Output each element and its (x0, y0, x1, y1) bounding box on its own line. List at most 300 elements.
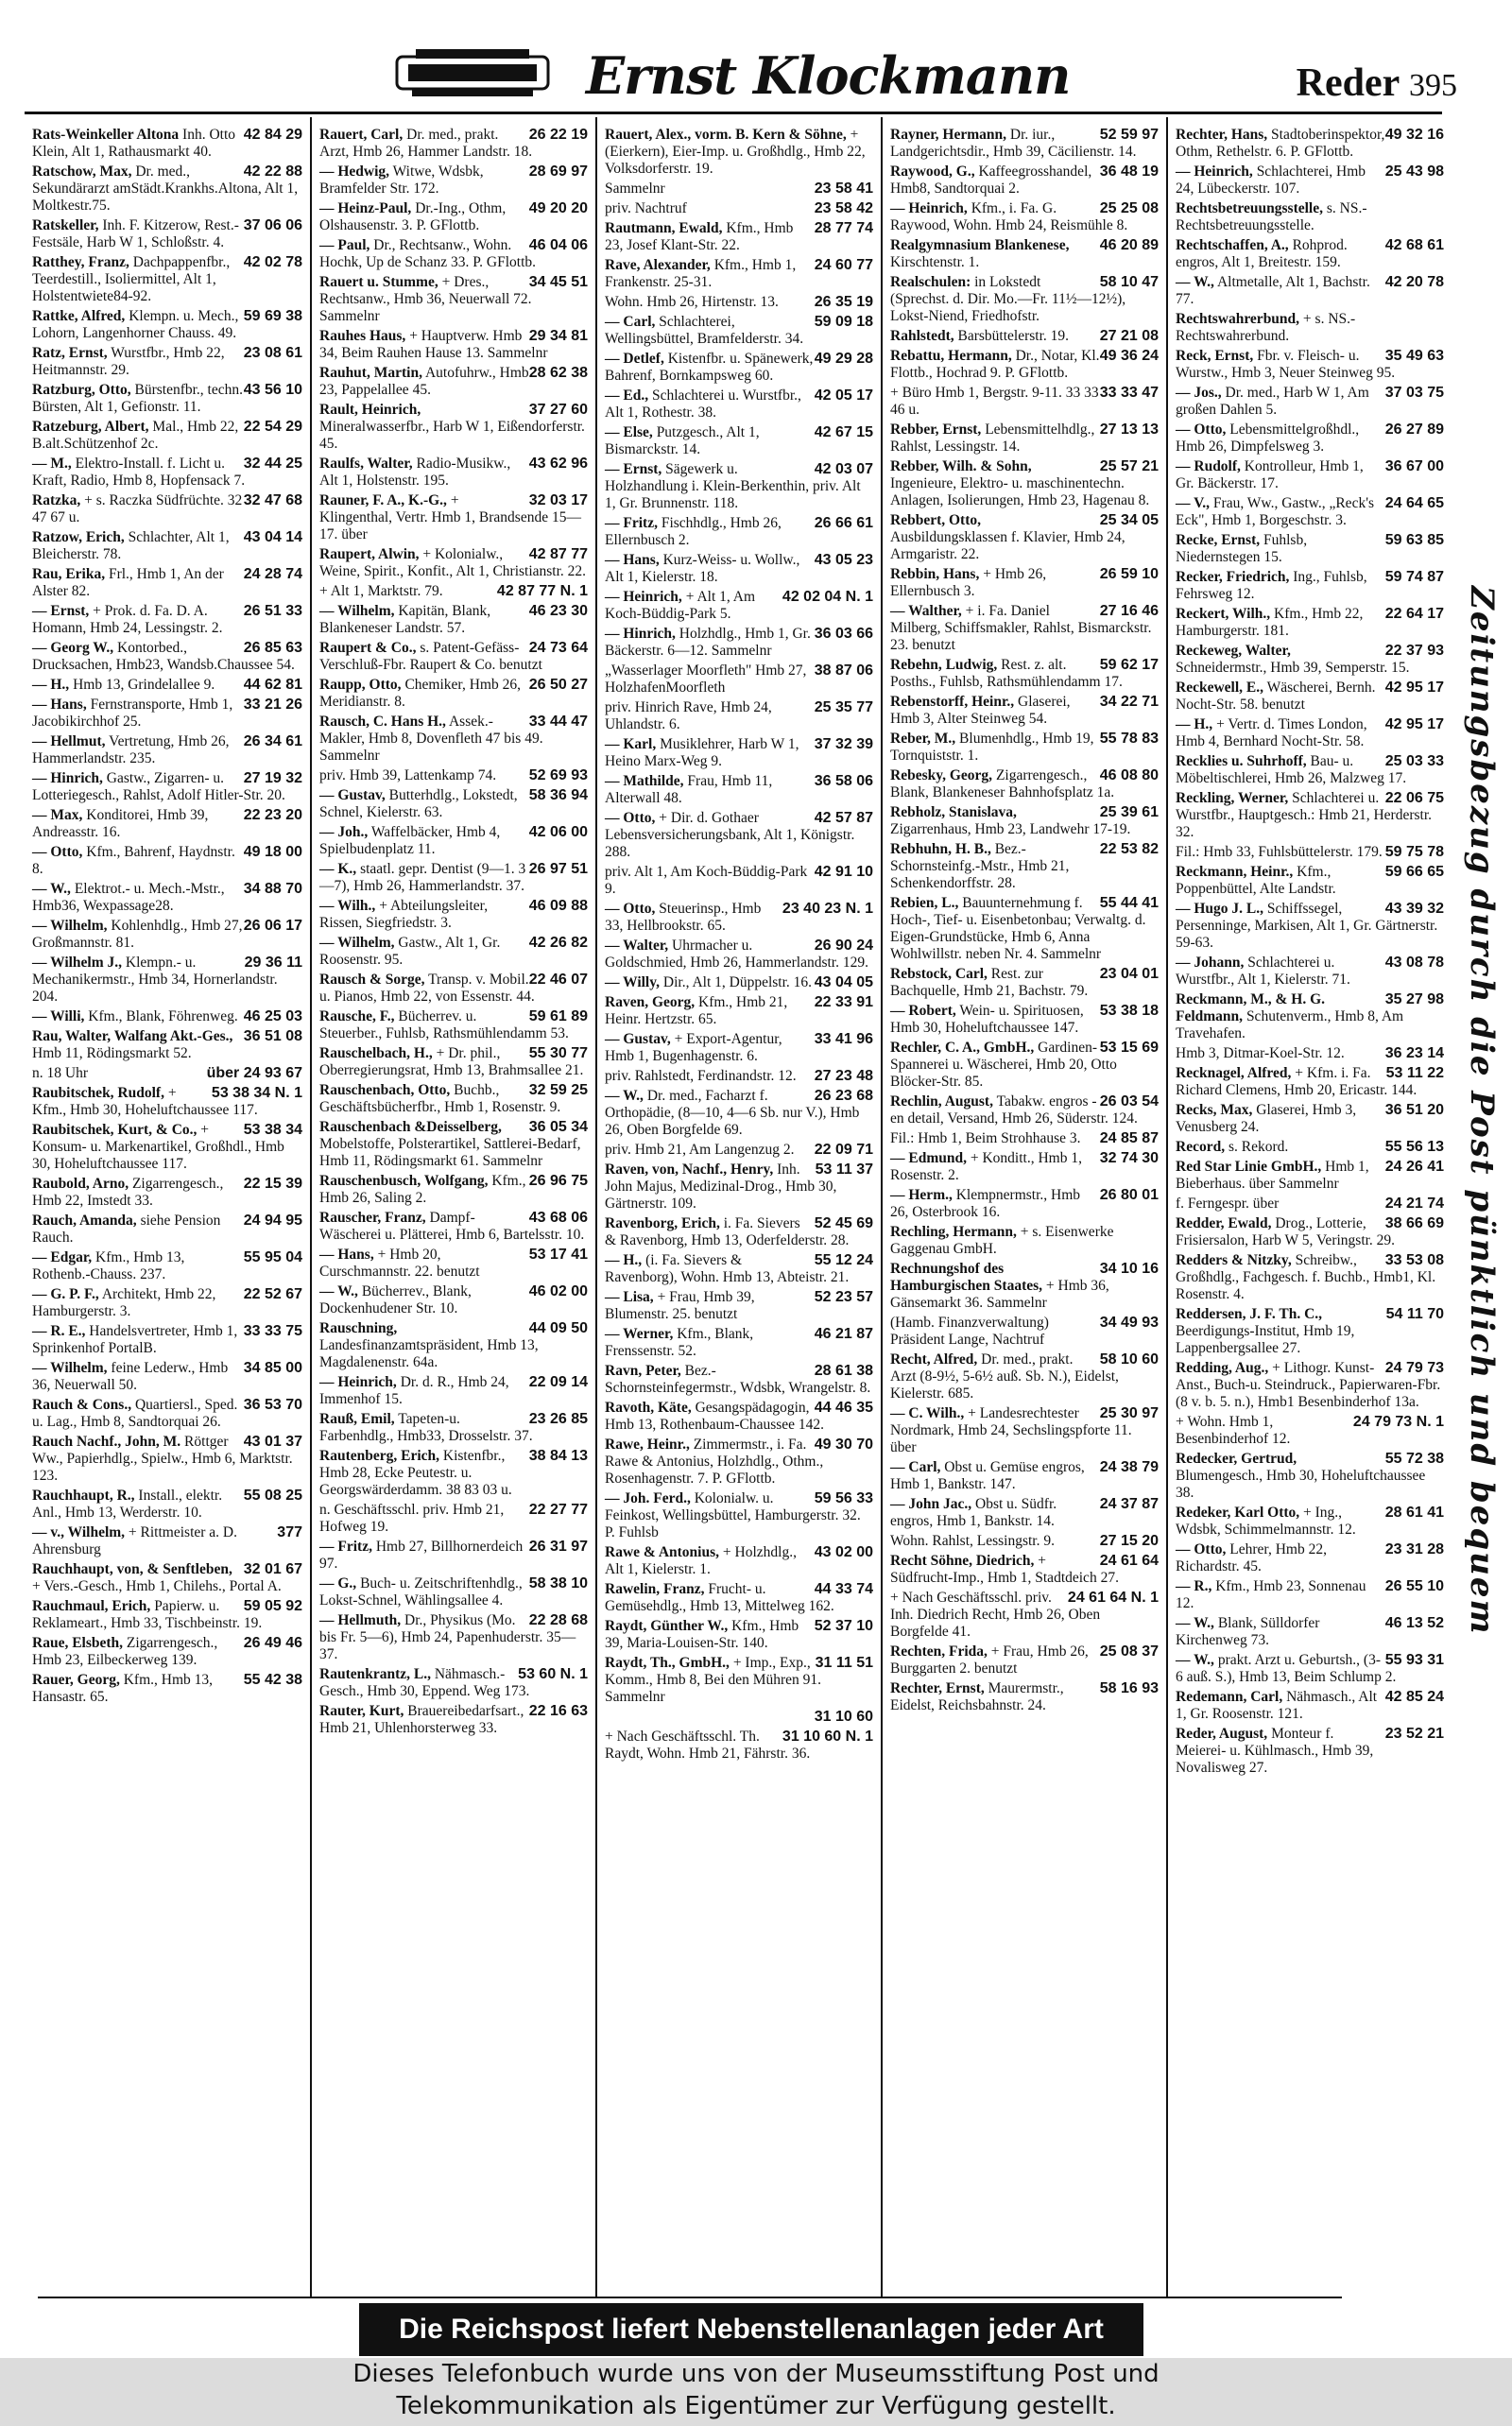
entry-name: Rebesky, Georg, (890, 767, 993, 783)
entry-name: Ratskeller, (32, 217, 99, 233)
entry-name: — Ed., (605, 387, 649, 404)
directory-entry (319, 1210, 588, 1244)
phone-number: 43 68 06 (528, 1210, 588, 1226)
entry-details: Schlachterei u. Wurstfbr., Alt 1, Rothestr. 38. (605, 387, 801, 421)
entry-details: Kolonialw. u. Feinkost, Wellingsbüttel, Hamburgerstr. 32. P. Fuhlsb (605, 1490, 861, 1540)
entry-details: (i. Fa. Sievers & Ravenborg), Wohn. Hmb 13, Abteistr. 21. (605, 1252, 850, 1285)
directory-entry (605, 974, 873, 991)
phone-number: 34 22 71 (1099, 694, 1159, 710)
entry-details: Uhrmacher u. Goldschmied, Hmb 26, Hammerlandstr. 129. (605, 938, 868, 971)
directory-entry (890, 1643, 1159, 1678)
entry-details: Hmb 1, Bieberhaus. über Sammelnr (1176, 1159, 1369, 1192)
entry-details: + Frau, Hmb 39, Blumenstr. 25. benutzt (605, 1289, 755, 1322)
phone-number: 23 04 01 (1099, 966, 1159, 982)
entry-name: Rauchmaul, Erich, (32, 1598, 151, 1614)
directory-entry (605, 200, 873, 217)
entry-name: Ratzow, Erich, (32, 529, 125, 545)
directory-entry (32, 419, 302, 453)
phone-number: 46 23 30 (528, 603, 588, 619)
entry-details: + Prok. d. Fa. D. A. Homann, Hmb 24, Lessingstr. 2. (32, 603, 223, 636)
phone-number: 53 38 34 N. 1 (211, 1085, 302, 1101)
directory-entry (605, 294, 873, 311)
entry-details: Chemiker, Hmb 26, Meridianstr. 8. (319, 677, 521, 710)
entry-name: Raupert, Alwin, (319, 546, 420, 562)
entry-details: Gastw., Zigarren- u. Lotteriegesch., Rahlst, Adolf Hitler-Str. 20. (32, 770, 285, 803)
entry-name: — Wilhelm, (32, 1360, 108, 1376)
entry-details: priv. Hinrich Rave, Hmb 24, Uhlandstr. 6. (605, 699, 772, 732)
directory-entry (32, 1635, 302, 1669)
entry-details: + Kfm. i. Fa. Richard Clemens, Hmb 20, Ericastr. 144. (1176, 1065, 1418, 1098)
entry-details: Ausbildungsklassen f. Klavier, Hmb 24, Armgaristr. 22. (890, 529, 1125, 562)
phone-number: 24 79 73 (1384, 1360, 1444, 1376)
phone-number: 32 47 68 (243, 492, 302, 508)
entry-details: + Hmb 20, Curschmannstr. 22. benutzt (319, 1247, 480, 1280)
directory-entry (319, 824, 588, 858)
phone-number: 24 28 74 (243, 566, 302, 582)
entry-details: in Lokstedt (Sprechst. d. Dir. Mo.—Fr. 11½—12½), Lokst-Niend, Friedhofstr. (890, 274, 1126, 324)
phone-number: 26 97 51 (528, 861, 588, 877)
phone-number: 43 04 14 (243, 529, 302, 545)
entry-details: Hmb 27, Billhornerdeich 97. (319, 1539, 524, 1572)
phone-number: 53 15 69 (1099, 1040, 1159, 1056)
entry-details: Transp. v. Mobil. u. Pianos, Hmb 22, von Essenstr. 44. (319, 972, 535, 1005)
entry-details: Fernstransporte, Hmb 1, Jacobikirchhof 25. (32, 697, 233, 730)
directory-entry (890, 657, 1159, 691)
entry-details: + Wohn. Hmb 1, Besenbinderhof 12. (1176, 1414, 1291, 1447)
entry-name: Reckmann, Heinr., (1176, 864, 1294, 880)
entry-name: Rautmann, Ewald, (605, 220, 723, 236)
entry-name: Rechter, Ernst, (890, 1680, 985, 1696)
entry-details: s. NS.-Rechtsbetreuungsstelle. (1176, 200, 1367, 233)
directory-entry (1176, 385, 1444, 419)
entry-name: Rauchhaupt, R., (32, 1488, 135, 1504)
phone-number: 59 75 78 (1384, 844, 1444, 860)
directory-entry (319, 163, 588, 198)
entry-details: Zimmermstr., i. Fa. Rawe & Antonius, Holzhdlg., Othm., Rosenhagenstr. 7. P. GFlottb. (605, 1437, 824, 1487)
phone-number: 23 58 41 (814, 181, 873, 197)
entry-name: — Heinrich, (319, 1374, 397, 1390)
directory-entry (32, 1249, 302, 1283)
directory-entry (1176, 1252, 1444, 1303)
entry-name: Rechler, C. A., GmbH., (890, 1040, 1035, 1056)
directory-entry (890, 422, 1159, 456)
entry-details: Klempn. u. Mech., Lohorn, Langenhorner Chauss. 49. (32, 308, 239, 341)
phone-number: 26 66 61 (814, 515, 873, 531)
entry-details: Brauereibedarfsart., Hmb 21, Uhlenhorsterweg 33. (319, 1703, 524, 1736)
entry-details: Wohn. Hmb 26, Hirtenstr. 13. (605, 294, 779, 310)
entry-name: Rauch & Cons., (32, 1397, 132, 1413)
typewriter-logo-icon (387, 40, 567, 106)
directory-entry (890, 1003, 1159, 1037)
phone-number: 27 23 48 (814, 1068, 873, 1084)
entry-details: Kfm., Poppenbüttel, Alte Landstr. (1176, 864, 1336, 897)
directory-entry (1176, 790, 1444, 841)
directory-entry (319, 861, 588, 895)
footer-line-2: Telekommunikation als Eigentümer zur Verfügung gestellt. (396, 2392, 1116, 2420)
phone-number: 22 37 93 (1384, 643, 1444, 659)
entry-details: priv. Hmb 39, Lattenkamp 74. (319, 767, 497, 783)
phone-number: 46 25 03 (243, 1008, 302, 1024)
entry-details: Bau- u. Möbeltischlerei, Hmb 26, Malzweg 17. (1176, 753, 1407, 786)
entry-name: Reckeweg, Walter, (1176, 643, 1291, 659)
phone-number: 26 31 97 (528, 1539, 588, 1555)
entry-name: Ratschow, Max, (32, 163, 132, 180)
directory-entry (890, 804, 1159, 838)
directory-entry (890, 1261, 1159, 1312)
entry-details: Rest. z. alt. Posths., Fuhlsb, Rathsmühlendamm 17. (890, 657, 1123, 690)
entry-name: — Gustav, (319, 787, 386, 803)
entry-details: Lebensmittelhdlg., Rahlst, Lessingstr. 14. (890, 422, 1095, 455)
entry-details: Kontorbed., Drucksachen, Hmb23, Wandsb.Chaussee 54. (32, 640, 295, 673)
phone-number: 26 59 10 (1099, 566, 1159, 582)
phone-number: 26 22 19 (528, 127, 588, 143)
entry-name: Raywood, G., (890, 163, 975, 180)
phone-number: 25 34 05 (1099, 512, 1159, 528)
phone-number: 58 10 60 (1099, 1351, 1159, 1368)
entry-details: Klempnermstr., Hmb 26, Osterbrook 16. (890, 1187, 1081, 1220)
directory-entry (32, 807, 302, 841)
entry-details: Inh. F. Kitzerow, Rest.-Festsäle, Harb W 1, Schloßstr. 4. (32, 217, 239, 250)
phone-number: 53 17 41 (528, 1247, 588, 1263)
phone-number: 24 61 64 N. 1 (1067, 1590, 1159, 1606)
entry-name: Rausch, C. Hans H., (319, 714, 446, 730)
directory-entry (605, 220, 873, 254)
entry-name: Rau, Erika, (32, 566, 106, 582)
directory-entry (605, 1490, 873, 1541)
entry-name: — Karl, (605, 736, 657, 752)
directory-entry (890, 385, 1159, 419)
entry-details: + Vertr. d. Times London, Hmb 4, Bernhard Nocht-Str. 58. (1176, 716, 1367, 749)
entry-name: Rebholz, Stanislava, (890, 804, 1017, 820)
entry-name: — Hellmuth, (319, 1612, 402, 1628)
entry-details: n. 18 Uhr (32, 1065, 88, 1081)
entry-details: + Hmb 26, Ellernbusch 3. (890, 566, 1047, 599)
entry-details: Fil.: Hmb 33, Fuhlsbüttelerstr. 179. (1176, 844, 1383, 860)
entry-details: Frau, Ww., Gastw., „Reck's Eck", Hmb 1, Borgeschstr. 3. (1176, 495, 1375, 528)
directory-entry (32, 1598, 302, 1632)
entry-name: — H., (1176, 716, 1213, 732)
entry-name: — Heinz-Paul, (319, 200, 412, 216)
directory-entry (32, 345, 302, 379)
entry-details: Kontrolleur, Hmb 1, Gr. Bäckerstr. 17. (1176, 458, 1364, 491)
entry-details: Elektro-Install. f. Licht u. Kraft, Radio, Hmb 8, Hopfensack 7. (32, 456, 246, 489)
directory-entry (890, 512, 1159, 563)
directory-entry (605, 626, 873, 660)
phone-number: 34 45 51 (528, 274, 588, 290)
directory-entry (319, 546, 588, 580)
phone-number: 42 87 77 N. 1 (496, 583, 588, 599)
directory-entry (32, 1085, 302, 1119)
directory-entry (890, 127, 1159, 161)
phone-number: 23 31 28 (1384, 1541, 1444, 1557)
entry-details: Zigarrengesch., Hmb 22, Imstedt 33. (32, 1176, 224, 1209)
entry-name: Rebber, Wilh. & Sohn, (890, 458, 1032, 474)
phone-number: 42 85 24 (1384, 1689, 1444, 1705)
entry-name: — Hinrich, (32, 770, 103, 786)
entry-name: Ravoth, Käte, (605, 1400, 692, 1416)
entry-details: Schlachter, Alt 1, Bleicherstr. 78. (32, 529, 230, 562)
directory-entry (605, 1289, 873, 1323)
entry-name: Rats-Weinkeller Altona (32, 127, 180, 143)
phone-number: 55 42 38 (243, 1672, 302, 1688)
entry-name: Rauchhaupt, von, & Senftleben, (32, 1561, 232, 1577)
entry-name: Red Star Linie GmbH., (1176, 1159, 1322, 1175)
phone-number: 33 53 08 (1384, 1252, 1444, 1268)
phone-number: 49 32 16 (1384, 127, 1444, 143)
phone-number: 25 03 33 (1384, 753, 1444, 769)
entry-details: Assek.-Makler, Hmb 8, Dovenfleth 47 bis 49. Sammelnr (319, 714, 543, 764)
phone-number: 22 64 17 (1384, 606, 1444, 622)
entry-details: Autofuhrw., Hmb 23, Pappelallee 45. (319, 365, 529, 398)
directory-entry (319, 200, 588, 234)
entry-details: + Alt 1, Am Koch-Büddig-Park 5. (605, 589, 756, 622)
phone-number: 55 72 38 (1384, 1451, 1444, 1467)
phone-number: 23 40 23 N. 1 (782, 901, 873, 917)
phone-number: 34 49 93 (1099, 1315, 1159, 1331)
directory-entry (32, 733, 302, 767)
phone-number: 59 66 65 (1384, 864, 1444, 880)
directory-entry (605, 314, 873, 348)
phone-number: 31 10 60 (814, 1709, 873, 1725)
entry-name: Recklies u. Suhrhoff, (1176, 753, 1307, 769)
entry-details: Ingenieure, Elektro- u. maschinentechn. Anlagen, Isolierungen, Hmb 23, Hagenau 8. (890, 475, 1150, 508)
entry-details: staatl. gepr. Dentist (9—1. 3—7), Hmb 26, Hammerlandstr. 37. (319, 861, 526, 894)
entry-details: „Wasserlager Moorfleth" Hmb 27, HolzhafenMoorfleth (605, 662, 807, 696)
entry-details: + Dr. phil., Oberregierungsrat, Hmb 13, Brahmsallee 21. (319, 1045, 584, 1078)
phone-number: 25 08 37 (1099, 1643, 1159, 1660)
entry-details: Obst u. Südfr. engros, Hmb 1, Bankstr. 14. (890, 1496, 1057, 1529)
directory-entry (319, 1320, 588, 1371)
directory-entry (32, 844, 302, 878)
entry-name: — Ernst, (32, 603, 90, 619)
directory-entry (32, 881, 302, 915)
entry-details: Kfm., Hmb 13, Hansastr. 65. (32, 1672, 214, 1705)
phone-number: 31 10 60 N. 1 (782, 1729, 873, 1745)
phone-number: 59 74 87 (1384, 569, 1444, 585)
entry-details: Fil.: Hmb 1, Beim Strohhause 3. (890, 1130, 1081, 1146)
directory-entry (890, 966, 1159, 1000)
phone-number: 42 02 04 N. 1 (782, 589, 873, 605)
column-5 (1166, 117, 1452, 2298)
directory-entry (1176, 1159, 1444, 1193)
entry-name: — Hans, (605, 552, 660, 568)
directory-entry (605, 938, 873, 972)
directory-entry (890, 1224, 1159, 1258)
entry-name: Rechtsbetreuungsstelle, (1176, 200, 1323, 216)
directory-entry (890, 163, 1159, 198)
entry-details: Sägewerk u. Holzhandlung i. Klein-Berkenthin, priv. Alt 1, Gr. Brunnenstr. 118. (605, 461, 861, 511)
phone-number: 52 45 69 (814, 1215, 873, 1231)
entry-name: Redeker, Karl Otto, (1176, 1505, 1300, 1521)
directory-entry (605, 864, 873, 898)
phone-number: 28 69 97 (528, 163, 588, 180)
entry-name: Rechlin, August, (890, 1093, 993, 1110)
entry-details: Bücherrev., Blank, Dockenhudener Str. 10. (319, 1283, 472, 1316)
phone-number: 36 51 08 (243, 1028, 302, 1044)
entry-name: Reck, Ernst, (1176, 348, 1254, 364)
directory-entry (1176, 458, 1444, 492)
directory-entry (319, 1119, 588, 1170)
phone-number: 42 06 00 (528, 824, 588, 840)
entry-details: + Frau, Hmb 26, Burggarten 2. benutzt (890, 1643, 1089, 1677)
phone-number: 24 60 77 (814, 257, 873, 273)
brand-name: Ernst Klockmann (586, 45, 1071, 106)
phone-number: 43 56 10 (243, 382, 302, 398)
phone-number: 28 62 38 (528, 365, 588, 381)
directory-entry (32, 640, 302, 674)
phone-number: 22 15 39 (243, 1176, 302, 1192)
entry-name: Rechling, Hermann, (890, 1224, 1017, 1240)
phone-number: 37 27 60 (528, 402, 588, 418)
entry-name: Rauch Nachf., John, M. (32, 1434, 181, 1450)
directory-entry (605, 1326, 873, 1360)
phone-number: 42 91 10 (814, 864, 873, 880)
directory-entry (319, 677, 588, 711)
entry-name: Rauhut, Martin, (319, 365, 422, 381)
directory-entry (319, 1045, 588, 1079)
phone-number: 44 62 81 (243, 677, 302, 693)
phone-number: 49 18 00 (243, 844, 302, 860)
side-advertisement: Zeitungsbezug durch die Post pünktlich und bequem (1463, 586, 1501, 1636)
phone-number: 24 21 74 (1384, 1196, 1444, 1212)
phone-number: 34 10 16 (1099, 1261, 1159, 1277)
entry-name: — Carl, (605, 314, 656, 330)
entry-details: Wäscherei, Bernh. Nocht-Str. 58. benutzt (1176, 680, 1376, 713)
entry-name: — Max, (32, 807, 83, 823)
entry-name: Rebbin, Hans, (890, 566, 980, 582)
directory-entry (319, 898, 588, 932)
entry-details: Steuerinsp., Hmb 33, Hellbrookstr. 65. (605, 901, 762, 934)
entry-name: Rautenkrantz, L., (319, 1666, 431, 1682)
directory-entry (1176, 991, 1444, 1042)
phone-number: 53 11 22 (1385, 1065, 1444, 1081)
entry-name: Reber, M., (890, 731, 956, 747)
directory-entry (890, 1405, 1159, 1456)
entry-details: + Rittmeister a. D. Ahrensburg (32, 1524, 237, 1557)
entry-name: — Jos., (1176, 385, 1222, 401)
entry-details: Dr., Notar, Kl. Flottb., Hochrad 9. P. GFlottb. (890, 348, 1100, 381)
directory-entry (32, 955, 302, 1006)
entry-details: Architekt, Hmb 22, Hamburgerstr. 3. (32, 1286, 216, 1319)
phone-number: 22 52 67 (243, 1286, 302, 1302)
directory-entry (605, 736, 873, 770)
entry-name: — Wilhelm, (319, 603, 395, 619)
directory-entry (32, 529, 302, 563)
phone-number: 25 39 61 (1099, 804, 1159, 820)
entry-details: Mobelstoffe, Polsterartikel, Sattlerei-Bedarf, Hmb 11, Rödingsmarkt 61. Sammelnr (319, 1136, 581, 1169)
directory-entry (890, 1680, 1159, 1714)
phone-number: 36 53 70 (243, 1397, 302, 1413)
entry-details: Rest. zur Bachquelle, Hmb 21, Bachstr. 79. (890, 966, 1089, 999)
entry-name: — Johann, (1176, 955, 1245, 971)
entry-details: Sammelnr (605, 181, 665, 197)
directory-entry (605, 1088, 873, 1139)
phone-number: 59 05 92 (243, 1598, 302, 1614)
phone-number: 58 16 93 (1099, 1680, 1159, 1696)
phone-number: 42 95 17 (1384, 680, 1444, 696)
directory-entry (605, 515, 873, 549)
directory-entry (319, 274, 588, 325)
entry-details: Gesangspädagogin, Hmb 13, Rothenbaum-Chaussee 142. (605, 1400, 825, 1433)
entry-name: Redemann, Carl, (1176, 1689, 1283, 1705)
entry-name: Ratzka, (32, 492, 81, 508)
directory-entry (890, 274, 1159, 325)
entry-name: Reckmann, M., & H. G. Feldmann, (1176, 991, 1326, 1024)
entry-details: feine Lederw., Hmb 36, Neuerwall 50. (32, 1360, 229, 1393)
entry-details: + Nach Geschäftsschl. priv. Inh. Diedrich Recht, Hmb 26, Oben Borgfelde 41. (890, 1590, 1101, 1640)
directory-entry (1176, 1102, 1444, 1136)
entry-name: — Joh., (319, 824, 369, 840)
phone-number: 24 61 64 (1099, 1553, 1159, 1569)
phone-number: 42 84 29 (243, 127, 302, 143)
phone-number: 46 02 00 (528, 1283, 588, 1299)
entry-name: — Detlef, (605, 351, 664, 367)
directory-entry (1176, 532, 1444, 566)
entry-name: Rauß, Emil, (319, 1411, 395, 1427)
directory-entry (319, 1666, 588, 1700)
entry-details: + Imp., Exp., Komm., Hmb 8, Bei den Mühren 91. Sammelnr (605, 1655, 822, 1705)
directory-entry (890, 841, 1159, 892)
directory-entry (890, 458, 1159, 509)
directory-entry (32, 1008, 302, 1025)
entry-details: Schreibw., Großhdlg., Fachgesch. f. Buchb., Hmb1, Kl. Rosenstr. 4. (1176, 1252, 1436, 1302)
phone-number: 55 12 24 (814, 1252, 873, 1268)
phone-number: 42 05 17 (814, 387, 873, 404)
entry-name: Rauscher, Franz, (319, 1210, 426, 1226)
entry-details: Schlachterei u. Wurstfbr., Alt 1, Kielerstr. 71. (1176, 955, 1350, 988)
entry-name: Rechter, Hans, (1176, 127, 1268, 143)
entry-details: Dr.-Ing., Othm, Olshausenstr. 3. P. GFlottb. (319, 200, 507, 233)
directory-entry (32, 603, 302, 637)
entry-name: Rawe, Heinr., (605, 1437, 690, 1453)
directory-entry (605, 589, 873, 623)
directory-entry (890, 1315, 1159, 1349)
directory-entry (1176, 716, 1444, 750)
phone-number: 42 87 77 (528, 546, 588, 562)
directory-entry (890, 694, 1159, 728)
entry-details: Gastw., Alt 1, Gr. Roosenstr. 95. (319, 935, 501, 968)
entry-details: Dr. d. R., Hmb 24, Immenhof 15. (319, 1374, 509, 1407)
directory-entry (1176, 643, 1444, 677)
entry-details: + Dres., Rechtsanw., Hmb 36, Neuerwall 72. Sammelnr (319, 274, 532, 324)
directory-entry (1176, 127, 1444, 161)
entry-details: Kfm., Hmb 13, Rothenb.-Chauss. 237. (32, 1249, 185, 1282)
entry-name: Rautenberg, Erich, (319, 1448, 440, 1464)
directory-entry (319, 714, 588, 765)
phone-number: 22 09 71 (814, 1142, 873, 1158)
phone-number: 22 28 68 (528, 1612, 588, 1628)
entry-details: + Lithogr. Kunst-Anst., Buch-u. Steindruck., Papierwaren-Fbr. (8 v. b. 5. n.), Hmb1 Besenbinderhof 13a. (1176, 1360, 1441, 1410)
entry-name: Rebstock, Carl, (890, 966, 988, 982)
entry-details: Elektrot.- u. Mech.-Mstr., Hmb36, Wexpassage28. (32, 881, 225, 914)
phone-number: 49 36 24 (1099, 348, 1159, 364)
phone-number: 43 02 00 (814, 1544, 873, 1560)
entry-details: + Holzhdlg., Alt 1, Kielerstr. 1. (605, 1544, 797, 1577)
entry-name: Recht, Alfred, (890, 1351, 978, 1368)
entry-name: Rechtschaffen, A., (1176, 237, 1289, 253)
directory-entry (32, 1561, 302, 1595)
phone-number: 26 50 27 (528, 677, 588, 693)
directory-entry (890, 1187, 1159, 1221)
directory-entry (890, 1553, 1159, 1587)
directory-entry (605, 1068, 873, 1085)
directory-entry (32, 1397, 302, 1431)
reichspost-banner: Die Reichspost liefert Nebenstellenanlagen jeder Art (359, 2303, 1143, 2356)
directory-entry (1176, 864, 1444, 898)
entry-details: + Landesrechtester Nordmark, Hmb 24, Sechslingspforte 11. über (890, 1405, 1132, 1455)
directory-entry (605, 1618, 873, 1652)
entry-details: Dr., Physikus (Mo. bis Fr. 5—6), Hmb 24, Papenhuderstr. 35—37. (319, 1612, 576, 1662)
